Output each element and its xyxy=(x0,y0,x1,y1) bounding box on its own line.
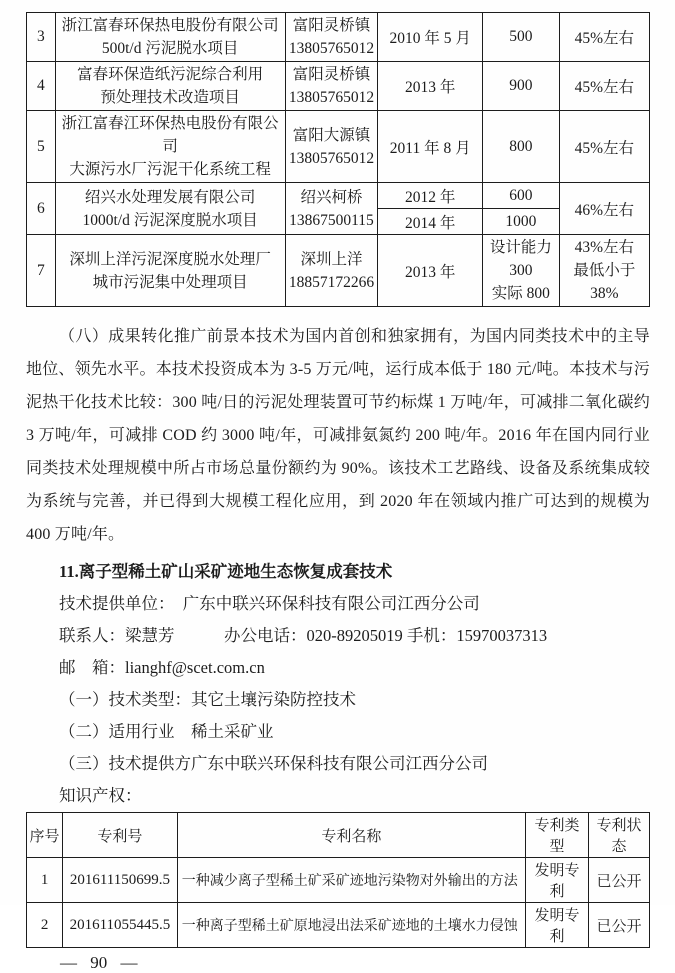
patent-type: 发明专利 xyxy=(526,858,589,903)
tech-type-line: （一）技术类型：其它土壤污染防控技术 xyxy=(59,690,356,709)
project-name-line: 浙江富春江环保热电股份有限公司 xyxy=(61,115,279,155)
patent-row xyxy=(27,858,650,903)
header-patent-type: 专利类型 xyxy=(526,813,589,858)
project-phone: 18857172266 xyxy=(288,273,375,291)
contact-line: 联系人：梁慧芳 办公电话：020-89205019 手机：15970037313 xyxy=(59,626,548,645)
project-phone: 13805765012 xyxy=(288,89,375,106)
project-capacity: 800 xyxy=(483,111,560,183)
project-percent: 46%左右 xyxy=(559,183,649,235)
row-index: 3 xyxy=(27,13,56,62)
table-row xyxy=(27,62,650,111)
project-name-cell xyxy=(55,62,285,111)
row-index: 6 xyxy=(27,183,56,235)
project-name-line: 500t/d 污泥脱水项目 xyxy=(101,40,239,57)
row-index: 4 xyxy=(27,62,56,111)
project-percent: 45%左右 xyxy=(559,111,649,183)
project-contact-cell xyxy=(285,13,378,62)
header-patent-number: 专利号 xyxy=(63,813,178,858)
project-date: 2010 年 5 月 xyxy=(378,13,483,62)
project-date: 2013 年 xyxy=(378,235,483,307)
page-number: — 90 — xyxy=(60,953,138,972)
table-row xyxy=(27,183,650,209)
table-row xyxy=(27,235,650,307)
patent-table-header-row xyxy=(27,813,650,858)
project-contact-cell xyxy=(285,62,378,111)
section-11-heading: 11.离子型稀土矿山采矿迹地生态恢复成套技术 xyxy=(59,562,393,581)
row-index: 7 xyxy=(27,235,56,307)
project-capacity: 900 xyxy=(483,62,560,111)
project-name-line: 预处理技术改造项目 xyxy=(100,89,240,106)
project-name-line: 富春环保造纸污泥综合利用 xyxy=(77,66,264,83)
project-phone: 13805765012 xyxy=(288,149,375,167)
header-patent-status: 专利状态 xyxy=(588,813,649,858)
project-name-line: 深圳上洋污泥深度脱水处理厂 xyxy=(69,250,271,268)
project-contact-cell xyxy=(285,183,378,235)
project-name-line: 大源污水厂污泥干化系统工程 xyxy=(69,161,271,178)
project-phone: 13867500115 xyxy=(289,211,374,229)
project-name-cell xyxy=(55,13,285,62)
capacity-line: 300 xyxy=(509,262,533,279)
project-name-line: 绍兴水处理发展有限公司 xyxy=(84,188,256,206)
provider-line: 技术提供单位： 广东中联兴环保科技有限公司江西分公司 xyxy=(59,594,480,613)
ip-label: 知识产权： xyxy=(59,786,142,805)
projects-table xyxy=(26,12,650,307)
table-row xyxy=(27,13,650,62)
project-name-line: 浙江富春环保热电股份有限公司 xyxy=(61,17,279,34)
project-percent: 45%左右 xyxy=(559,13,649,62)
project-capacity: 1000 xyxy=(483,209,560,235)
project-location: 富阳灵桥镇 xyxy=(292,17,371,34)
patent-status: 已公开 xyxy=(588,903,649,948)
patent-number: 201611055445.5 xyxy=(63,903,178,948)
tech-provider-line: （三）技术提供方广东中联兴环保科技有限公司江西分公司 xyxy=(59,754,488,773)
header-patent-name: 专利名称 xyxy=(177,813,525,858)
patent-table xyxy=(26,812,650,948)
project-date: 2012 年 xyxy=(378,183,483,209)
project-name-cell xyxy=(55,183,285,235)
capacity-line: 实际 800 xyxy=(491,285,550,302)
project-date: 2013 年 xyxy=(378,62,483,111)
project-contact-cell xyxy=(285,111,378,183)
project-phone: 13805765012 xyxy=(288,40,375,57)
industry-line: （二）适用行业 稀土采矿业 xyxy=(59,722,274,741)
promotion-paragraph: （八）成果转化推广前景本技术为国内首创和独家拥有，为国内同类技术中的主导地位、领先水平。本技术投资成本为 3-5 万元/吨，运行成本低于 180 元/吨。本技术与污泥热干化技术比较：300 吨/日的污泥处理装置可节约标煤 1 万吨/年，可减排二氧化碳约 3 万吨/年，可减排 COD 约 3000 吨/年，可减排氨氮约 200 吨/年。2016 年在国内同行业同类技术处理规模中所占市场总量份额约为 90%。该技术工艺路线、设备及系统集成较为系统与完善，并已得到大规模工程化应用，到 2020 年在领域内推广可达到的规模为 400 万吨/年。 xyxy=(26,328,650,543)
percent-line: 43%左右 xyxy=(574,239,635,256)
patent-row xyxy=(27,903,650,948)
project-name-cell xyxy=(55,111,285,183)
project-name-line: 1000t/d 污泥深度脱水项目 xyxy=(82,211,258,229)
patent-index: 1 xyxy=(27,858,63,903)
project-name-line: 城市污泥集中处理项目 xyxy=(92,273,248,291)
project-contact-cell xyxy=(285,235,378,307)
project-location: 绍兴柯桥 xyxy=(300,188,363,206)
percent-line: 最低小于 xyxy=(573,262,636,279)
percent-line: 38% xyxy=(590,285,619,302)
header-index: 序号 xyxy=(27,813,63,858)
patent-name: 一种离子型稀土矿原地浸出法采矿迹地的土壤水力侵蚀 xyxy=(177,903,525,948)
project-percent-cell xyxy=(559,235,649,307)
project-capacity: 500 xyxy=(483,13,560,62)
capacity-line: 设计能力 xyxy=(489,239,552,256)
row-index: 5 xyxy=(27,111,56,183)
patent-status: 已公开 xyxy=(588,858,649,903)
project-date: 2014 年 xyxy=(378,209,483,235)
project-location: 富阳大源镇 xyxy=(292,126,371,144)
project-capacity: 600 xyxy=(483,183,560,209)
patent-name: 一种减少离子型稀土矿采矿迹地污染物对外输出的方法 xyxy=(177,858,525,903)
patent-type: 发明专利 xyxy=(526,903,589,948)
project-location: 富阳灵桥镇 xyxy=(292,66,371,83)
table-row xyxy=(27,111,650,183)
project-percent: 45%左右 xyxy=(559,62,649,111)
email-line: 邮 箱：lianghf@scet.com.cn xyxy=(59,658,265,677)
patent-index: 2 xyxy=(27,903,63,948)
project-capacity-cell xyxy=(483,235,560,307)
patent-number: 201611150699.5 xyxy=(63,858,178,903)
project-location: 深圳上洋 xyxy=(300,250,363,268)
project-date: 2011 年 8 月 xyxy=(378,111,483,183)
project-name-cell xyxy=(55,235,285,307)
